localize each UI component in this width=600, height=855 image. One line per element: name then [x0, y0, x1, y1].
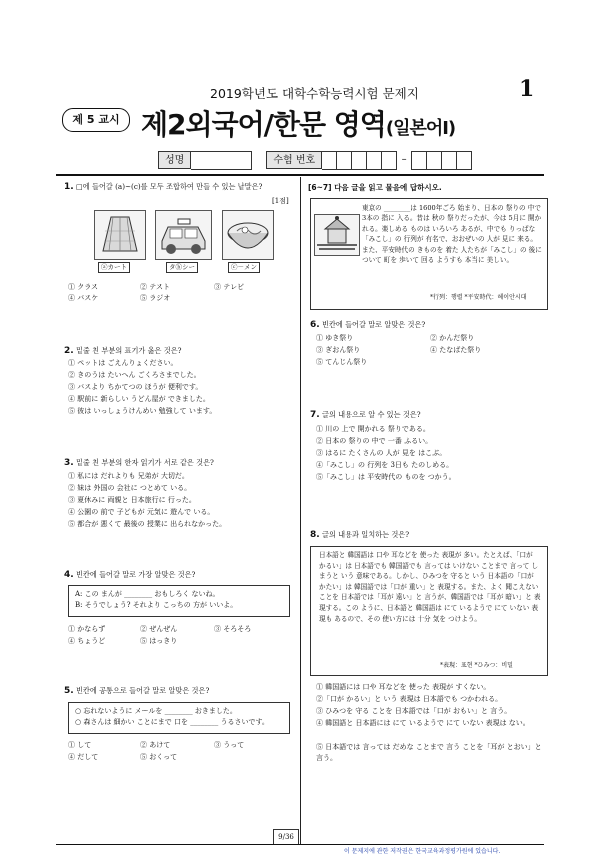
q5-option-4[interactable]: ④ だして	[68, 753, 99, 761]
q1-stem	[64, 182, 292, 192]
q1-stem-text: □에 들어갈 (a)~(c)를 모두 조합하여 만들 수 있는 낱말은?	[75, 182, 263, 191]
q7-number: 7.	[310, 410, 320, 420]
q7-stem	[310, 410, 546, 420]
q8-option-2[interactable]: ②「口が かるい」と いう 表現は 日本語でも つかわれる。	[316, 695, 503, 703]
page-indicator: 9/36	[273, 829, 299, 845]
q8-stem-text: 글의 내용과 일치하는 것은?	[321, 530, 410, 539]
q5-option-5[interactable]: ⑤ おくって	[140, 753, 178, 761]
q8-stem	[310, 530, 546, 540]
q4-dialog-box	[68, 585, 290, 617]
q2-stem-text: 밑줄 친 부분의 표기가 옳은 것은?	[75, 346, 182, 355]
q2-option-2[interactable]: ② きのうは たいへん ごくろさまでした。	[68, 371, 201, 379]
exam-no-box[interactable]	[382, 151, 397, 170]
exam-no-box[interactable]	[411, 151, 427, 170]
q1-points: [1점]	[272, 197, 289, 205]
q7-option-5[interactable]: ⑤「みこし」は 平安時代の ものを つかう。	[316, 473, 456, 481]
q3-number: 3.	[64, 458, 74, 468]
q3-option-3[interactable]: ③ 夏休みに 両親と 日本旅行に 行った。	[68, 496, 196, 504]
q6-stem	[310, 320, 546, 330]
footer-total: 36	[284, 833, 294, 841]
exam-no-label: 수험 번호	[266, 151, 322, 169]
q5-option-2[interactable]: ② あけて	[140, 741, 171, 749]
q3-option-4[interactable]: ④ 公園の 前で 子どもが 元気に 遊んで いる。	[68, 508, 215, 516]
mikoshi-image	[314, 214, 360, 256]
page-number: 1	[519, 76, 535, 102]
q8-notes: *表現：표현 *ひみつ：비밀	[440, 662, 513, 669]
q4-option-2[interactable]: ② ぜんぜん	[140, 625, 178, 633]
exam-no-box[interactable]	[427, 151, 442, 170]
name-label: 성명	[158, 151, 191, 169]
q4-stem-text: 빈칸에 들어갈 말로 가장 알맞은 것은?	[75, 570, 196, 579]
q7-option-2[interactable]: ② 日本の 祭りの 中で 一番 ふるい。	[316, 437, 433, 445]
q5-stem	[64, 686, 292, 696]
q4-number: 4.	[64, 570, 74, 580]
q5-number: 5.	[64, 686, 74, 696]
passage-text: 東京の ________は 1600年ごろ 始まり、日本の 祭りの 中で 3本の 指に 入る。昔は 秋の 祭りだったが、今は 5月に 開かれる。楽しめる ものは いろいろ あるが、中でも りっぱな「みこし」の 行列が 有名で、おおぜいの 人が 見に 来る。また、平安時代の きものを 着た 人たちが「みこし」の 後に ついて 町を 歩いて 回る ようすも 本当に 美しい。	[362, 204, 542, 265]
q3-stem	[64, 458, 292, 468]
name-field[interactable]	[191, 151, 252, 170]
q3-option-1[interactable]: ① 私には だれよりも 兄弟が 大切だ。	[68, 472, 189, 480]
q8-passage-box	[310, 546, 548, 676]
taxi-image	[155, 210, 212, 260]
q8-option-5[interactable]: ⑤ 日本語では 言っては だめな ことまで 言う ことを「耳が とおい」と 言う。	[316, 743, 542, 762]
q2-number: 2.	[64, 346, 74, 356]
q1-option-4[interactable]: ④ バスケ	[68, 294, 99, 302]
q8-option-3[interactable]: ③ ひみつを 守る ことを 日本語では「口が おもい」と 言う。	[316, 707, 512, 715]
column-divider	[300, 177, 301, 844]
q2-option-4[interactable]: ④ 駅前に 新らしい うどん屋が できました。	[68, 395, 210, 403]
q1-caption-b: タⓑシー	[166, 262, 198, 273]
exam-no-box[interactable]	[337, 151, 352, 170]
q1-option-1[interactable]: ① クラス	[68, 283, 99, 291]
subject-title: 제2외국어/한문 영역	[141, 108, 386, 141]
q5-line-1: ○ 忘れないように メールを ________ おきました。	[75, 707, 237, 715]
q6-option-2[interactable]: ② かんだ祭り	[430, 334, 475, 342]
exam-no-box[interactable]	[322, 151, 337, 170]
q1-caption-a: ⓐカート	[98, 262, 130, 273]
q5-sentence-box	[68, 702, 290, 734]
q2-option-5[interactable]: ⑤ 彼は いっしょうけんめい 勉強して います。	[68, 407, 217, 415]
q1-option-5[interactable]: ⑤ ラジオ	[140, 294, 171, 302]
ramen-image	[222, 210, 274, 260]
q8-passage-text: 日本語と 韓国語は 口や 耳などを 使った 表現が 多い。たとえば、「口が かるい」は 日本語でも 韓国語でも 言っては いけない ことまで 言って しまうと いう 意味である。しかし、ひみつを 守ると いう 日本語の「口が かたい」は 韓国語では「口が 重い」と 表現する。また、よく 聞こえない ことを 日本語では「耳が 遠い」と 言うが、韓国語では「耳が 暗い」と 表現する。この ように、日本語と 韓国語は にて いるようで にて いない 表現も あるので、その 使い方には 十分 気を つけよう。	[319, 551, 541, 623]
exam-no-box[interactable]	[352, 151, 367, 170]
q8-number: 8.	[310, 530, 320, 540]
id-bar	[158, 151, 472, 169]
passage-instruction: [6~7] 다음 글을 읽고 물음에 답하시오.	[308, 183, 442, 192]
q3-option-5[interactable]: ⑤ 都合が 悪くて 最後の 授業に 出られなかった。	[68, 520, 227, 528]
q6-option-3[interactable]: ③ ぎおん祭り	[316, 346, 361, 354]
q7-option-4[interactable]: ④「みこし」の 行列を 3日も たのしめる。	[316, 461, 454, 469]
q4-option-3[interactable]: ③ そろそろ	[214, 625, 252, 633]
q2-stem	[64, 346, 292, 356]
exam-no-box[interactable]	[442, 151, 457, 170]
q8-option-4[interactable]: ④ 韓国語と 日本語には にて いるようで にて いない 表現は ない。	[316, 719, 530, 727]
q7-stem-text: 글의 내용으로 알 수 있는 것은?	[321, 410, 421, 419]
q1-caption-c: ⓒ－メン	[228, 262, 260, 273]
q5-line-2: ○ 森さんは 細かい ことにまで 口を ________ うるさいです。	[75, 718, 269, 726]
exam-title: 2019학년도 대학수학능력시험 문제지	[210, 86, 419, 101]
q6-option-4[interactable]: ④ たなばた祭り	[430, 346, 482, 354]
q4-option-5[interactable]: ⑤ はっきり	[140, 637, 178, 645]
q6-stem-text: 빈칸에 들어갈 말로 알맞은 것은?	[321, 320, 426, 329]
q4-option-1[interactable]: ① かならず	[68, 625, 106, 633]
q3-stem-text: 밑줄 친 부분의 한자 읽기가 서로 같은 것은?	[75, 458, 214, 467]
passage-notes: *行列：행렬 *平安時代：헤이안시대	[430, 294, 527, 301]
footer-page: 9	[278, 833, 283, 841]
exam-no-dash: –	[401, 154, 407, 165]
q1-option-3[interactable]: ③ テレビ	[214, 283, 245, 291]
period-label: 제 5 교시	[62, 108, 130, 132]
q8-option-1[interactable]: ① 韓国語には 口や 耳などを 使った 表現が すくない。	[316, 683, 491, 691]
q6-number: 6.	[310, 320, 320, 330]
q3-option-2[interactable]: ② 妹は 外国の 会社に つとめて いる。	[68, 484, 192, 492]
q5-option-1[interactable]: ① して	[68, 741, 92, 749]
q4-dialog-b: B: そうでしょう? それより こっちの 方が いいよ。	[75, 601, 238, 609]
q6-option-1[interactable]: ① ゆき祭り	[316, 334, 354, 342]
subject-subtitle: (일본어Ⅰ)	[385, 118, 456, 139]
exam-no-box[interactable]	[457, 151, 472, 170]
q1-number: 1.	[64, 182, 74, 192]
q4-option-4[interactable]: ④ ちょうど	[68, 637, 106, 645]
q7-option-3[interactable]: ③ はるに たくさんの 人が 見を はこぶ。	[316, 449, 447, 457]
copyright-notice: 이 문제지에 관한 저작권은 한국교육과정평가원에 있습니다.	[344, 848, 501, 855]
header-rule	[56, 174, 544, 176]
q5-option-3[interactable]: ③ うって	[214, 741, 245, 749]
main-title	[141, 103, 455, 143]
q4-dialog-a: A: この まんが ________ おもしろく ないね。	[75, 590, 220, 598]
skirt-image	[94, 210, 146, 260]
exam-no-box[interactable]	[367, 151, 382, 170]
q2-option-3[interactable]: ③ バスより ちかてつの ほうが 便利です。	[68, 383, 203, 391]
q1-option-2[interactable]: ② テスト	[140, 283, 170, 291]
q5-stem-text: 빈칸에 공통으로 들어갈 말로 알맞은 것은?	[75, 686, 210, 695]
q7-option-1[interactable]: ① 川の 上で 開かれる 祭りである。	[316, 425, 430, 433]
footer-rule	[56, 844, 544, 845]
q2-option-1[interactable]: ① ペットは ごえんりょください。	[68, 359, 178, 367]
q6-option-5[interactable]: ⑤ てんじん祭り	[316, 358, 368, 366]
q4-stem	[64, 570, 292, 580]
